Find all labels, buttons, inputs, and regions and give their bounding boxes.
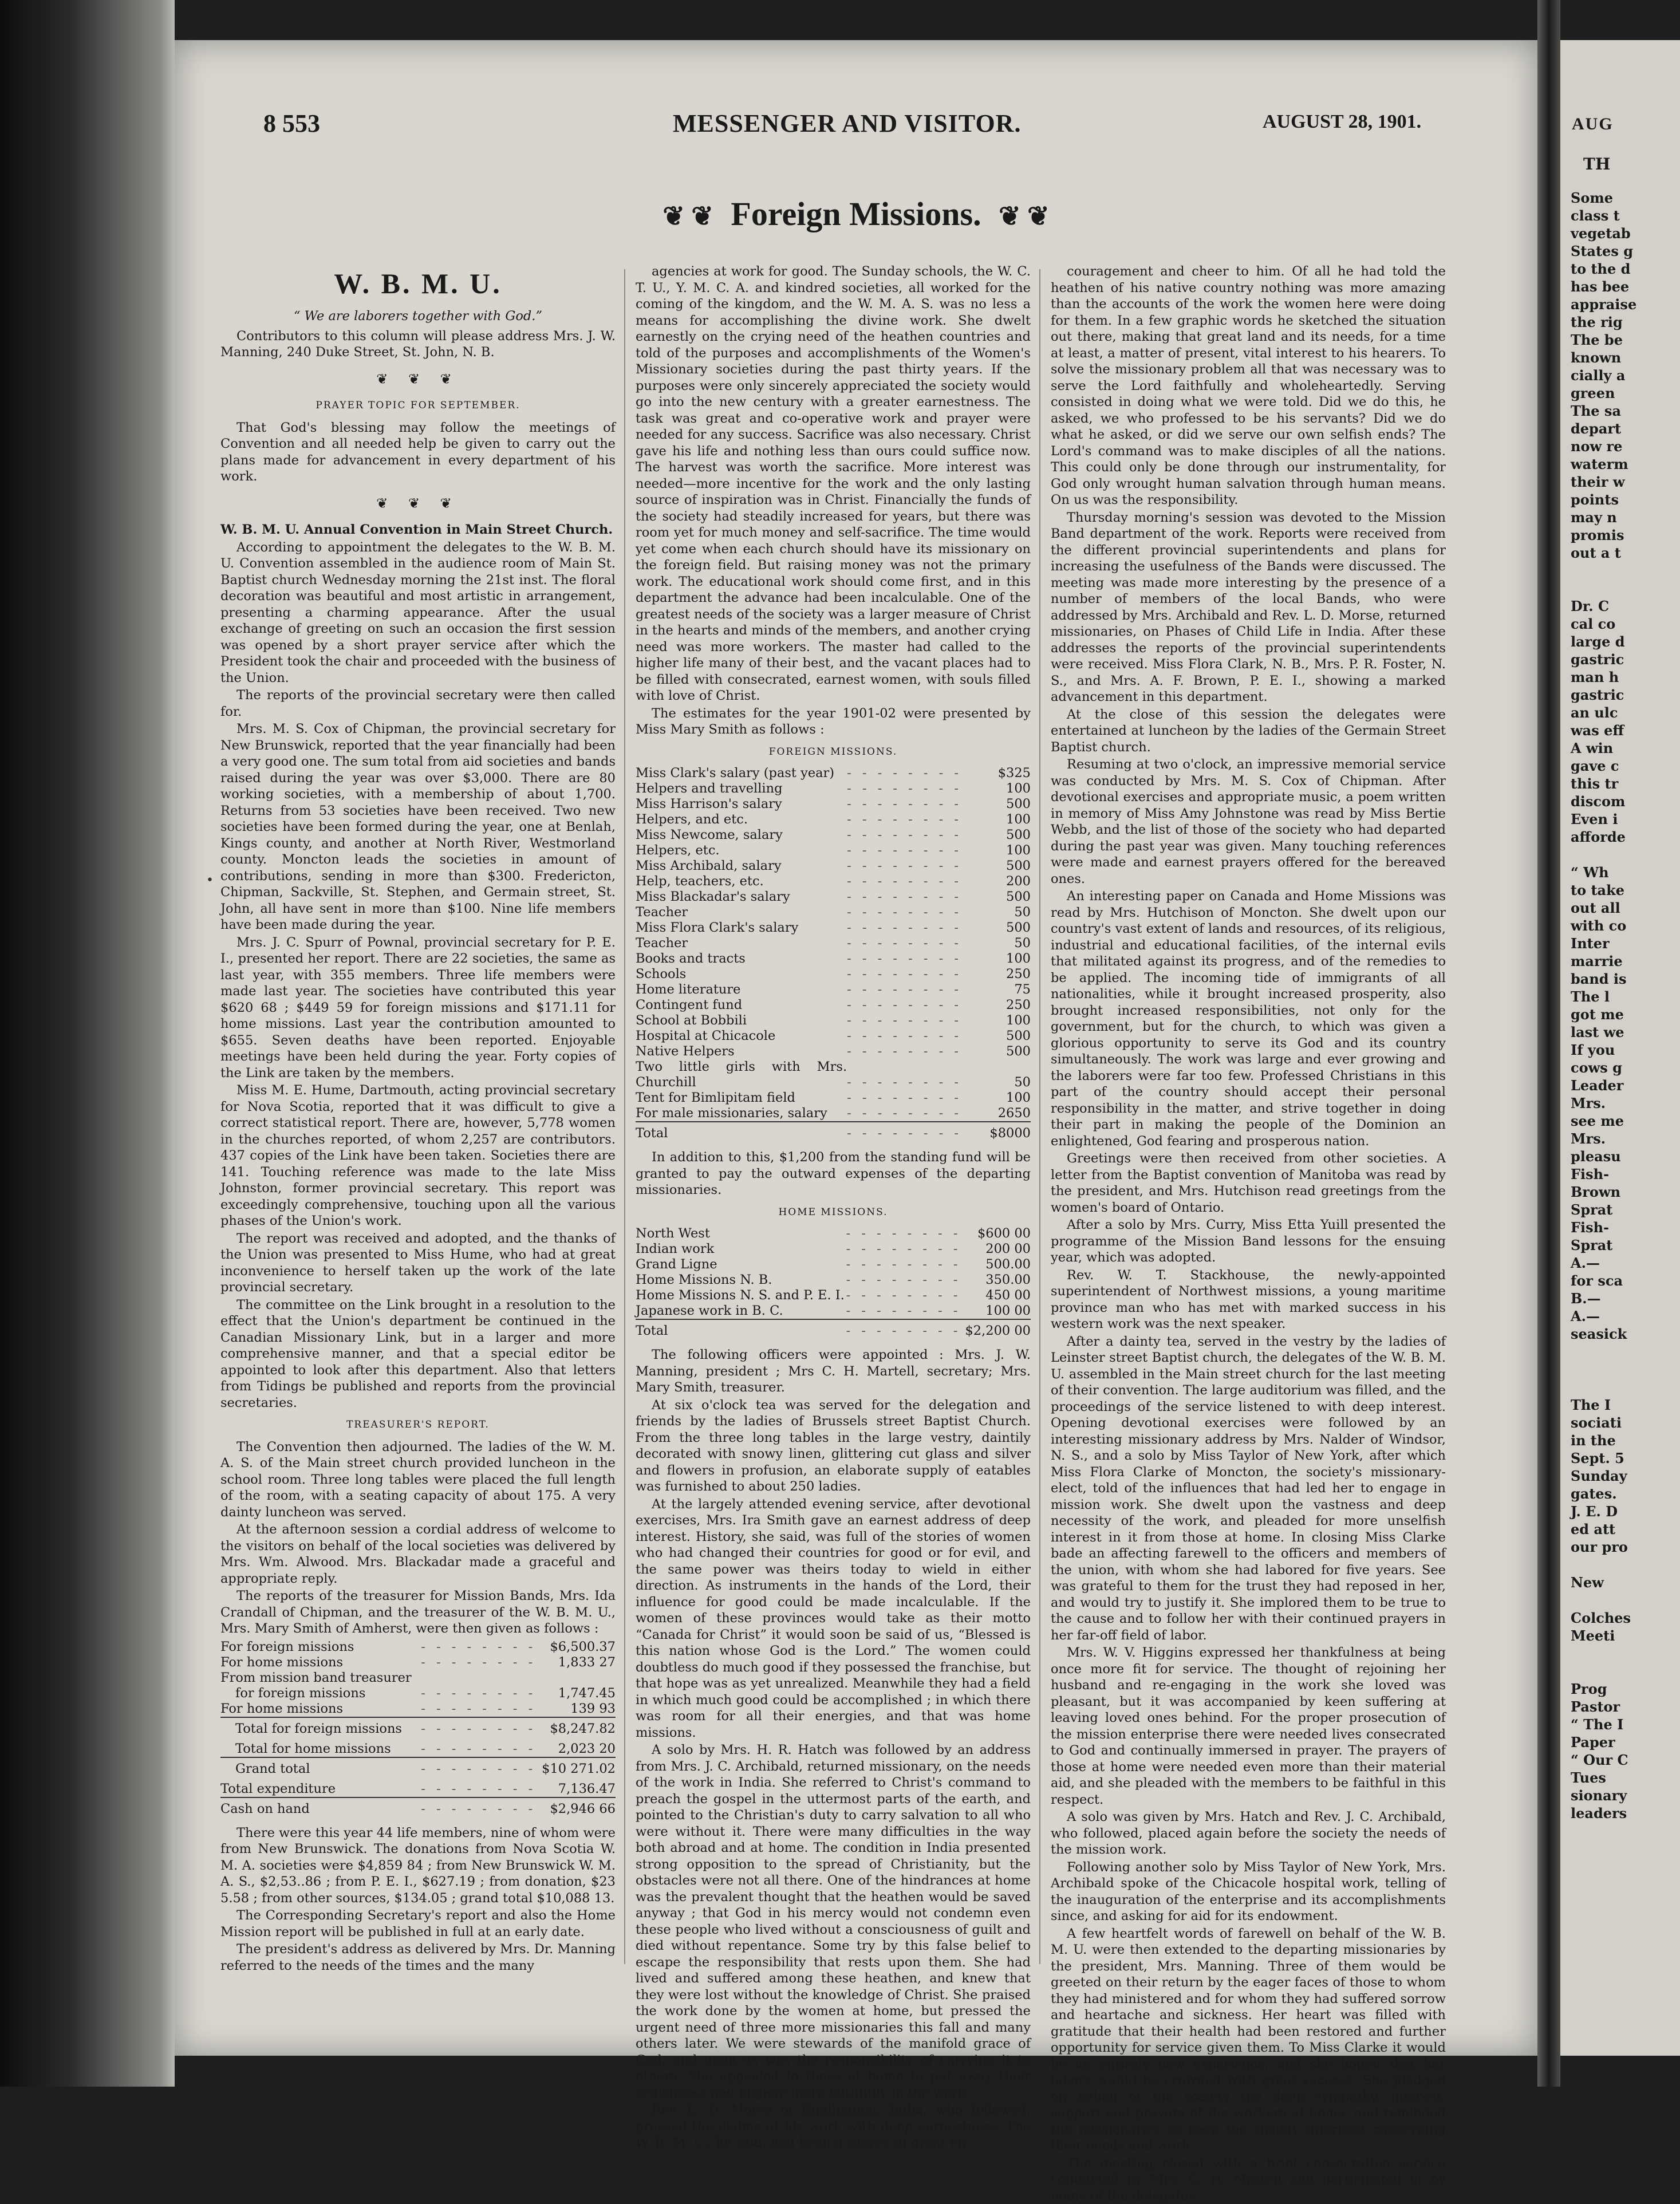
ledger-leader-dots: - - - - - - - - xyxy=(847,1122,962,1146)
home-missions-estimates-heading: HOME MISSIONS. xyxy=(636,1204,1031,1221)
foreign-missions-ledger xyxy=(636,766,1031,1146)
ledger-label: Home literature xyxy=(636,982,847,997)
ledger-leader-dots: - - - - - - - - xyxy=(847,1013,962,1028)
ledger-label: Miss Harrison's salary xyxy=(636,797,847,812)
ledger-row xyxy=(220,1781,616,1797)
report-paragraph: The Convention then adjourned. The ladies of the W. M. A. S. of the Main street church provided luncheon in the school room. Three long tables were placed the full length of the room, with a seating capacity of about 175. A very dainty luncheon was served. xyxy=(220,1439,616,1521)
ledger-leader-dots: - - - - - - - - xyxy=(421,1717,542,1741)
ledger-leader-dots: - - - - - - - - xyxy=(847,951,962,967)
ledger-row xyxy=(636,1241,1031,1257)
wbmu-heading: W. B. M. U. xyxy=(220,263,616,303)
ledger-amount: 450 00 xyxy=(962,1288,1031,1303)
adjacent-page-header: AUG xyxy=(1572,115,1614,134)
column-rule xyxy=(1039,269,1040,1964)
ledger-label: Hospital at Chicacole xyxy=(636,1028,847,1044)
ledger-row xyxy=(636,1028,1031,1044)
report-paragraph: Miss M. E. Hume, Dartmouth, acting provincial secretary for Nova Scotia, reported that it was difficult to give a correct statistical report. There are, however, 5,778 women in the churches reported, of whom 2,257 are contributors. 437 copies of the Link have been taken. Societies there are 141. Touching reference was made to the late Miss Johnston, former provincial secretary. This report was exceedingly comprehensive, touching upon all the various phases of the Union's work. xyxy=(220,1082,616,1229)
report-paragraph: According to appointment the delegates to the W. B. M. U. Convention assembled in the audience room of Main St. Baptist church Wednesday morning the 21st inst. The floral decoration was beautiful and most artistic in arrangement, presenting a charming appearance. After the usual exchange of greeting on such an occasion the first session was opened by a short prayer service after which the President took the chair and proceeded with the business of the Union. xyxy=(220,539,616,687)
newspaper-page xyxy=(175,40,1537,2056)
ledger-row xyxy=(636,1303,1031,1319)
ledger-leader-dots: - - - - - - - - xyxy=(421,1781,542,1797)
ledger-leader-dots: - - - - - - - - xyxy=(846,1272,962,1288)
report-paragraph: The report was received and adopted, and the thanks of the Union was presented to Miss Hume, who had at great inconvenience to herself taken up the work of the late provincial secretary. xyxy=(220,1231,616,1296)
ledger-label: Total for home missions xyxy=(220,1741,421,1757)
report-paragraph: Resuming at two o'clock, an impressive memorial service was conducted by Mrs. M. S. Cox of Chipman. After devotional exercises and appropriate music, a poem written in memory of Miss Amy Johnstone was read by Miss Bertie Webb, and the list of those of the society who had departed during the past year was given. Many touching references were made and earnest prayers offered for the bereaved ones. xyxy=(1051,756,1446,887)
ledger-amount: 350.00 xyxy=(962,1272,1031,1288)
page-header xyxy=(175,109,1537,149)
ledger-leader-dots: - - - - - - - - xyxy=(421,1701,542,1717)
report-paragraph: A few heartfelt words of farewell on behalf of the W. B. M. U. were then extended to the departing missionaries by the president, Mrs. Manning. Three of them would be greeted on their return by the eager faces of those to whom they had ministered and for whom they had suffered sorrow and heartache and sickness. Her heart was filled with gratitude that their health had been restored and further opportunity for service given them. To Miss Clarke it would be an entirely new experience, and she hoped that her labors would be crowned with great success. She pledged on behalf of the society the deep sympathy, interest, support and prayers of the workers at home, and reminded the missionaries to keep the society informed concerning their needs and work. xyxy=(1051,1926,1446,2154)
ledger-amount xyxy=(542,1670,616,1686)
ledger-leader-dots: - - - - - - - - xyxy=(421,1655,542,1670)
ledger-row xyxy=(220,1701,616,1717)
ledger-label: Total expenditure xyxy=(220,1781,421,1797)
ledger-leader-dots: - - - - - - - - xyxy=(846,1226,962,1241)
ledger-amount: 100 xyxy=(962,812,1031,827)
ledger-amount: 50 xyxy=(962,905,1031,920)
ledger-amount: $10 271.02 xyxy=(542,1757,616,1781)
masthead: MESSENGER AND VISITOR. xyxy=(673,109,1021,138)
ledger-row xyxy=(636,1319,1031,1343)
president-address xyxy=(636,263,1031,738)
ledger-leader-dots: - - - - - - - - xyxy=(847,982,962,997)
ledger-leader-dots: - - - - - - - - xyxy=(847,874,962,889)
ledger-amount: $2,946 66 xyxy=(542,1797,616,1821)
ledger-leader-dots: - - - - - - - - xyxy=(847,889,962,905)
ledger-label: Books and tracts xyxy=(636,951,847,967)
report-paragraph: At the afternoon session a cordial address of welcome to the visitors on behalf of the local societies was delivered by Mrs. Wm. Alwood. Mrs. Blackadar made a graceful and appropriate reply. xyxy=(220,1521,616,1587)
report-paragraph: The committee on the Link brought in a resolution to the effect that the Union's department be continued in the Canadian Missionary Link, but in a larger and more comprehensive manner, and that a special editor be appointed to look after this department. Also that letters from Tidings be published and reports from the provincial secretaries. xyxy=(220,1297,616,1411)
ledger-label: For foreign missions xyxy=(220,1639,421,1655)
ledger-amount: 100 00 xyxy=(962,1303,1031,1319)
ledger-amount: 100 xyxy=(962,1013,1031,1028)
report-paragraph: After a dainty tea, served in the vestry by the ladies of Leinster street Baptist church, the delegates of the W. B. M. U. assembled in the Main street church for the last meeting of their convention. The large auditorium was filled, and the proceedings of the service listened to with deep interest. Opening devotional exercises were followed by an interesting missionary address by Mrs. Nalder of Windsor, N. S., and a solo by Miss Taylor of New York, after which Miss Flora Clarke of Moncton, the society's missionary-elect, told of the influences that had led her to engage in mission work. She dwelt upon the vastness and deep necessity of the work, and pleaded for more unselfish interest in it from those at home. In closing Miss Clarke bade an affecting farewell to the officers and members of the union, with whom she had labored for five years. See was grateful to them for the trust they had reposed in her, and would try to justify it. She implored them to be true to the cause and to follow her with their continued prayers in her far-off field of labor. xyxy=(1051,1334,1446,1644)
ledger-leader-dots: - - - - - - - - xyxy=(847,827,962,843)
ledger-amount: 100 xyxy=(962,951,1031,967)
ledger-amount: 500.00 xyxy=(962,1257,1031,1272)
ledger-label: Schools xyxy=(636,967,847,982)
ledger-amount: 50 xyxy=(962,936,1031,951)
ledger-row xyxy=(636,967,1031,982)
ledger-leader-dots: - - - - - - - - xyxy=(847,1028,962,1044)
report-paragraph: The estimates for the year 1901-02 were presented by Miss Mary Smith as follows : xyxy=(636,705,1031,738)
report-paragraph: There were this year 44 life members, nine of whom were from New Brunswick. The donations from Nova Scotia W. M. A. societies were $4,859 84 ; from New Brunswick W. M. A. S., $2,53..86 ; from P. E. I., $627.19 ; from donation, $23 5.58 ; from other sources, $134.05 ; grand total $10,088 13. xyxy=(220,1825,616,1907)
adjacent-page-title: TH xyxy=(1583,155,1610,174)
standing-fund-note: In addition to this, $1,200 from the standing fund will be granted to pay the outward expenses of the departing missionaries. xyxy=(636,1149,1031,1198)
ledger-leader-dots: - - - - - - - - xyxy=(847,936,962,951)
ledger-amount: 1,833 27 xyxy=(542,1655,616,1670)
prayer-topic-text: That God's blessing may follow the meetings of Convention and all needed help be given to carry out the plans made for advancement in every department of his work. xyxy=(220,420,616,485)
ledger-row xyxy=(636,812,1031,827)
treasurer-report-heading: TREASURER'S REPORT. xyxy=(220,1417,616,1433)
report-paragraph: At six o'clock tea was served for the delegation and friends by the ladies of Brussels street Baptist Church. From the three long tables in the large vestry, daintily decorated with snowy linen, glittering cut glass and silver and flowers in profusion, an elaborate supply of eatables was furnished to about 250 ladies. xyxy=(636,1397,1031,1495)
report-paragraph: At the largely attended evening service, after devotional exercises, Mrs. Ira Smith gave an earnest address of deep interest. History, she said, was full of the stories of women who had changed their countries for good or for evil, and the same power was theirs today to wield in either direction. As instruments in the hands of the Lord, their influence for good could be made incalculable. If the women of these provinces would take as their motto “Canada for Christ” it would soon be said of us, “Blessed is this nation whose God is the Lord.” The women could doubtless do much good if they possessed the franchise, but that hope was as yet unrealized. Meanwhile they had a field in which much good could be accomplished ; in which there was room for all their energies, and that was home missions. xyxy=(636,1496,1031,1741)
ledger-row xyxy=(636,905,1031,920)
ledger-amount: $6,500.37 xyxy=(542,1639,616,1655)
ledger-label: Grand Ligne xyxy=(636,1257,846,1272)
ledger-leader-dots: - - - - - - - - xyxy=(847,843,962,858)
ledger-row xyxy=(636,858,1031,874)
thursday-session-report xyxy=(1051,263,1446,2204)
ledger-row xyxy=(636,1059,1031,1090)
ledger-amount: 500 xyxy=(962,1028,1031,1044)
ledger-amount: 250 xyxy=(962,997,1031,1013)
section-title-text: Foreign Missions. xyxy=(731,195,981,232)
ledger-row xyxy=(636,874,1031,889)
ledger-amount: $2,200 00 xyxy=(962,1319,1031,1343)
ledger-leader-dots: - - - - - - - - xyxy=(847,812,962,827)
ledger-row xyxy=(636,1257,1031,1272)
ledger-amount: 200 00 xyxy=(962,1241,1031,1257)
ledger-row xyxy=(636,997,1031,1013)
report-paragraph: At the close of this session the delegates were entertained at luncheon by the ladies of the Germain Street Baptist church. xyxy=(1051,707,1446,756)
ledger-leader-dots: - - - - - - - - xyxy=(421,1741,542,1757)
report-paragraph: agencies at work for good. The Sunday schools, the W. C. T. U., Y. M. C. A. and kindred societies, all worked for the coming of the kingdom, and the W. M. A. S. was no less a means for accomplishing the divine work. She dwelt earnestly on the crying need of the heathen countries and told of the purposes and accomplishments of the Women's Missionary societies during the past thirty years. If the purposes were only sincerely appreciated the society would go into the new century with a greater earnestness. The task was great and co-operative work and prayer were needed for any success. Sacrifice was also necessary. Christ gave his life and nothing less than ours could suffice now. The harvest was worth the sacrifice. More interest was needed—more incentive for the work and the only lasting source of inspiration was in Christ. Financially the funds of the society had steadily increased for years, but there was room yet for much money and self-sacrifice. The time would yet come when each church should have its missionary on the foreign field. But raising money was not the primary work. The educational work should come first, and in this department the advance had been incalculable. One of the greatest needs of the society was a larger measure of Christ in the hearts and minds of the members, and another crying need was more workers. The master had called to the higher life many of their best, and the vacant places had to be filled with consecrated, earnest women, with souls filled with love of Christ. xyxy=(636,263,1031,704)
ledger-leader-dots: - - - - - - - - xyxy=(421,1757,542,1781)
ledger-row xyxy=(636,1226,1031,1241)
stars-ornament-icon: ❦ ❦ ❦ xyxy=(220,495,616,512)
ledger-amount: $600 00 xyxy=(962,1226,1031,1241)
report-paragraph: A solo was given by Mrs. Hatch and Rev. J. C. Archibald, who followed, placed again before the society the needs of the mission work. xyxy=(1051,1809,1446,1858)
ledger-leader-dots: - - - - - - - - xyxy=(847,920,962,936)
ledger-amount: 500 xyxy=(962,858,1031,874)
closing-report xyxy=(220,1825,616,1974)
ledger-leader-dots: - - - - - - - - xyxy=(846,1288,962,1303)
ledger-amount: 139 93 xyxy=(542,1701,616,1717)
treasurer-ledger xyxy=(220,1639,616,1821)
ledger-row xyxy=(636,1090,1031,1106)
report-paragraph: Following another solo by Miss Taylor of New York, Mrs. Archibald spoke of the Chicacole hospital work, telling of the inauguration of the enterprise and its accomplishments since, and asking for aid for its endowment. xyxy=(1051,1859,1446,1925)
column-rule xyxy=(624,269,625,1964)
ledger-label: Contingent fund xyxy=(636,997,847,1013)
ledger-amount: $325 xyxy=(962,766,1031,781)
ledger-amount: 250 xyxy=(962,967,1031,982)
ledger-row xyxy=(220,1741,616,1757)
convention-heading: W. B. M. U. Annual Convention in Main Street Church. xyxy=(220,522,616,538)
ledger-row xyxy=(636,982,1031,997)
ledger-row xyxy=(220,1686,616,1701)
ledger-label: Miss Archibald, salary xyxy=(636,858,847,874)
ledger-leader-dots: - - - - - - - - xyxy=(846,1319,962,1343)
ledger-amount: 100 xyxy=(962,781,1031,797)
ledger-label: For home missions xyxy=(220,1655,421,1670)
evening-service-report xyxy=(636,1347,1031,2151)
leaf-ornament-icon: ❦ ❦ xyxy=(662,202,713,231)
ledger-leader-dots: - - - - - - - - xyxy=(847,1090,962,1106)
ledger-row xyxy=(220,1717,616,1741)
ledger-leader-dots: - - - - - - - - xyxy=(847,858,962,874)
ledger-label: Teacher xyxy=(636,936,847,951)
ledger-label: Two little girls with Mrs. Churchill xyxy=(636,1059,847,1090)
ledger-row xyxy=(636,1122,1031,1146)
binding-gutter xyxy=(1537,0,1560,2087)
stars-ornament-icon: ❦ ❦ ❦ xyxy=(220,371,616,388)
ledger-row xyxy=(636,1272,1031,1288)
report-paragraph: The reports of the treasurer for Mission Bands, Mrs. Ida Crandall of Chipman, and the treasurer of the W. B. M. U., Mrs. Mary Smith of Amherst, were then given as follows : xyxy=(220,1588,616,1637)
ledger-label: Indian work xyxy=(636,1241,846,1257)
column-3 xyxy=(1051,263,1446,1987)
ledger-amount: 200 xyxy=(962,874,1031,889)
report-paragraph: The reports of the provincial secretary were then called for. xyxy=(220,687,616,720)
page-number: 8 553 xyxy=(263,109,320,138)
ledger-leader-dots: - - - - - - - - xyxy=(847,1106,962,1122)
ledger-amount: 500 xyxy=(962,920,1031,936)
adjacent-page-fragment xyxy=(1560,40,1680,2056)
ledger-label: Cash on hand xyxy=(220,1797,421,1821)
ledger-row xyxy=(636,797,1031,812)
report-paragraph: couragement and cheer to him. Of all he had told the heathen of his native country nothing was more amazing than the accounts of the work the women here were doing for them. In a few graphic words he sketched the situation out there, making that great land and its needs, for a time at least, a matter of present, vital interest to his hearers. To solve the missionary problem all that was necessary was to serve the Lord faithfully and wholeheartedly. Serving consisted in doing what we were told. Did we do this, he asked, we who professed to be his servants? Did we do what he asked, or did we serve our own selfish ends? The Lord's command was to make disciples of all the nations. This could only be done through our instrumentality, for God only wrought human salvation through human means. On us was the responsibility. xyxy=(1051,263,1446,508)
ledger-amount: 100 xyxy=(962,843,1031,858)
report-paragraph: Mrs. W. V. Higgins expressed her thankfulness at being once more fit for service. The thought of rejoining her husband and re-engaging in the work she loved was pleasant, but it was accompanied by keen suffering at leaving loved ones behind. For the proper prosecution of the mission enterprise there were needed lives consecrated to God and continually immersed in prayer. The prayers of those at home were needed even more than their material aid, and she pleaded with the members to be faithful in this respect. xyxy=(1051,1645,1446,1808)
foreign-missions-estimates-heading: FOREIGN MISSIONS. xyxy=(636,744,1031,760)
ledger-label: Helpers and travelling xyxy=(636,781,847,797)
ledger-row xyxy=(636,936,1031,951)
ledger-label: Japanese work in B. C. xyxy=(636,1303,846,1319)
ledger-leader-dots: - - - - - - - - xyxy=(846,1241,962,1257)
leaf-ornament-icon: ❦ ❦ xyxy=(999,202,1050,231)
ledger-leader-dots: - - - - - - - - xyxy=(847,967,962,982)
ledger-label: Miss Clark's salary (past year) xyxy=(636,766,847,781)
ledger-label: Miss Newcome, salary xyxy=(636,827,847,843)
ledger-amount: 500 xyxy=(962,797,1031,812)
ledger-label: for foreign missions xyxy=(220,1686,421,1701)
ledger-row xyxy=(220,1797,616,1821)
ledger-row xyxy=(636,781,1031,797)
ledger-label: For male missionaries, salary xyxy=(636,1106,847,1122)
ledger-label: Helpers, etc. xyxy=(636,843,847,858)
ledger-amount: 500 xyxy=(962,827,1031,843)
ledger-label: Total xyxy=(636,1122,847,1146)
ledger-amount: 2,023 20 xyxy=(542,1741,616,1757)
ledger-label: Total xyxy=(636,1319,846,1343)
report-paragraph: The Corresponding Secretary's report and also the Home Mission report will be published in full at an early date. xyxy=(220,1907,616,1940)
column-1 xyxy=(220,263,616,1987)
report-paragraph: The meeting closed with a brief consecration service conducted by Mrs. C. H. Martell and participated in by many of the delegates. xyxy=(1051,2155,1446,2204)
ledger-label: Grand total xyxy=(220,1757,421,1781)
ledger-amount: 1,747.45 xyxy=(542,1686,616,1701)
ledger-label: Total for foreign missions xyxy=(220,1717,421,1741)
report-paragraph: An interesting paper on Canada and Home Missions was read by Mrs. Hutchison of Moncton. She dwelt upon our country's vast extent of lands and resources, of its religious, industrial and educational facilities, of the internal evils that militated against its progress, and of the remedies to be applied. The incoming tide of immigrants of all nationalities, while it brought increased prosperity, also brought increased responsibilities, not only for the government, but for the church, to which was given a glorious opportunity to serve its God and its country simultaneously. The work was large and ever growing and the laborers were far too few. Professed Christians in this part of the country should accept their personal responsibility in the matter, and strive together in doing their part in making the people of the Dominion an enlightened, God fearing and prosperous nation. xyxy=(1051,888,1446,1149)
ledger-row xyxy=(636,827,1031,843)
ledger-leader-dots: - - - - - - - - xyxy=(846,1303,962,1319)
report-paragraph: The president's address as delivered by Mrs. Dr. Manning referred to the needs of the times and the many xyxy=(220,1941,616,1974)
ledger-leader-dots: - - - - - - - - xyxy=(846,1257,962,1272)
ledger-leader-dots: - - - - - - - - xyxy=(847,1059,962,1090)
ledger-leader-dots: - - - - - - - - xyxy=(847,997,962,1013)
ledger-row xyxy=(636,1288,1031,1303)
ledger-amount: 7,136.47 xyxy=(542,1781,616,1797)
report-paragraph: Rev. L. D. Morse of Bimlipatam, India, who followed, pressed the claims of his work with deep earnestness. The W. B. M. U., he said, had been a source of great en- xyxy=(636,2102,1031,2151)
ledger-row xyxy=(636,1106,1031,1122)
ledger-label: Home Missions N. B. xyxy=(636,1272,846,1288)
ledger-amount: 500 xyxy=(962,889,1031,905)
ledger-row xyxy=(636,1013,1031,1028)
scan-edge-left xyxy=(0,0,175,2087)
report-paragraph: The following officers were appointed : Mrs. J. W. Manning, president ; Mrs C. H. Martell, secretary; Mrs. Mary Smith, treasurer. xyxy=(636,1347,1031,1396)
ledger-label: For home missions xyxy=(220,1701,421,1717)
ledger-row xyxy=(220,1670,616,1686)
report-paragraph: A solo by Mrs. H. R. Hatch was followed by an address from Mrs. J. C. Archibald, returned missionary, on the needs of the work in India. She referred to Christ's command to preach the gospel in the uttermost parts of the earth, and pointed to the Christian's duty to carry salvation to all who were without it. There were many difficulties in the way both abroad and at home. The condition in India presented strong opposition to the spread of Christianity, but the obstacles were not all there. One of the hindrances at home was the prevalent thought that the heathen would be saved anyway ; that God in his mercy would not condemn even these people who lived without a consciousness of guilt and died without repentance. Some try by this false belief to escape the responsibility that rests upon them. She had lived and suffered among these heathen, and knew that they were lost without the knowledge of Christ. She praised the work done by the women at home, but pressed the urgent need of three more missionaries this fall and many others later. We were stewards of the manifold grace of God, and upon us was the responsibility of carrying it to others. She appealed to those at home to put away their selfishness and engage more faithfully in the work. xyxy=(636,1742,1031,2101)
ledger-amount: 2650 xyxy=(962,1106,1031,1122)
report-paragraph: Mrs. M. S. Cox of Chipman, the provincial secretary for New Brunswick, reported that the year financially had been a very good one. The sum total from aid societies and bands raised during the year was over $3,000. There are 80 working societies, with a membership of about 1,700. Returns from 53 societies have been received. Two new societies have been formed during the year, one at Benlah, Kings county, and another at North River, Westmorland county. Moncton leads the societies in amount of contributions, sending in more than $300. Fredericton, Chipman, Sackville, St. Stephen, and Germain street, St. John, all have sent in more than $100. Nine life members have been made during the year. xyxy=(220,721,616,933)
ledger-leader-dots: - - - - - - - - xyxy=(847,905,962,920)
ledger-amount: 75 xyxy=(962,982,1031,997)
convention-report xyxy=(220,539,616,1411)
report-paragraph: Thursday morning's session was devoted to the Mission Band department of the work. Reports were received from the different provincial superintendents and plans for increasing the usefulness of the Bands were discussed. The meeting was made more interesting by the presence of a number of members of the local Bands, who were addressed by Mrs. Archibald and Rev. L. D. Morse, returned missionaries, on Phases of Child Life in India. After these addresses the reports of the provincial superintendents were received. Miss Flora Clark, N. B., Mrs. P. R. Foster, N. S., and Mrs. A. F. Brown, P. E. I., showing a marked advancement in this department. xyxy=(1051,510,1446,705)
treasurer-report-text xyxy=(220,1439,616,1637)
ledger-row xyxy=(636,843,1031,858)
margin-mark: • xyxy=(206,873,214,888)
ledger-leader-dots: - - - - - - - - xyxy=(847,1044,962,1059)
report-paragraph: Rev. W. T. Stackhouse, the newly-appointed superintendent of Northwest missions, a young maritime province man who has met with marked success in his western work was the next speaker. xyxy=(1051,1267,1446,1332)
ledger-label: Native Helpers xyxy=(636,1044,847,1059)
ledger-row xyxy=(636,920,1031,936)
ledger-leader-dots: - - - - - - - - xyxy=(847,797,962,812)
ledger-label: School at Bobbili xyxy=(636,1013,847,1028)
report-paragraph: Greetings were then received from other societies. A letter from the Baptist convention of Manitoba was read by the president, and Mrs. Hutchison read greetings from the women's board of Ontario. xyxy=(1051,1150,1446,1216)
ledger-leader-dots: - - - - - - - - xyxy=(421,1639,542,1655)
report-paragraph: After a solo by Mrs. Curry, Miss Etta Yuill presented the programme of the Mission Band lessons for the ensuing year, which was adopted. xyxy=(1051,1217,1446,1266)
section-title xyxy=(175,195,1537,233)
ledger-row xyxy=(636,889,1031,905)
ledger-row xyxy=(636,951,1031,967)
ledger-leader-dots: - - - - - - - - xyxy=(847,766,962,781)
ledger-row xyxy=(220,1639,616,1655)
home-missions-ledger xyxy=(636,1226,1031,1343)
contributors-note: Contributors to this column will please address Mrs. J. W. Manning, 240 Duke Street, St. John, N. B. xyxy=(220,328,616,361)
ledger-label: Home Missions N. S. and P. E. I. xyxy=(636,1288,846,1303)
ledger-leader-dots: - - - - - - - - xyxy=(421,1686,542,1701)
ledger-label: From mission band treasurer xyxy=(220,1670,421,1686)
ledger-leader-dots xyxy=(421,1670,542,1686)
ledger-amount: $8,247.82 xyxy=(542,1717,616,1741)
ledger-label: Tent for Bimlipitam field xyxy=(636,1090,847,1106)
issue-date: AUGUST 28, 1901. xyxy=(1263,111,1421,133)
ledger-label: Miss Flora Clark's salary xyxy=(636,920,847,936)
ledger-label: Teacher xyxy=(636,905,847,920)
ledger-row xyxy=(220,1655,616,1670)
prayer-topic-heading: PRAYER TOPIC FOR SEPTEMBER. xyxy=(220,397,616,414)
ledger-label: Helpers, and etc. xyxy=(636,812,847,827)
ledger-label: North West xyxy=(636,1226,846,1241)
ledger-label: Miss Blackadar's salary xyxy=(636,889,847,905)
report-paragraph: Mrs. J. C. Spurr of Pownal, provincial secretary for P. E. I., presented her report. There are 22 societies, the same as last year, with 355 members. Three life members were made last year. The societies have contributed this year $620 68 ; $449 59 for foreign missions and $171.11 for home missions. Last year the contribution amounted to $655. Seven deaths have been reported. Enjoyable meetings have been held during the year. Forty copies of the Link are taken by the members. xyxy=(220,935,616,1082)
ledger-amount: 500 xyxy=(962,1044,1031,1059)
column-2 xyxy=(636,263,1031,1987)
ledger-leader-dots: - - - - - - - - xyxy=(421,1797,542,1821)
ledger-leader-dots: - - - - - - - - xyxy=(847,781,962,797)
ledger-row xyxy=(636,1044,1031,1059)
ledger-amount: 50 xyxy=(962,1059,1031,1090)
adjacent-page-text: Some class t vegetab States g to the d has bee appraise the rig The be known cially a green The sa depart now re waterm their w points may n promis out a t Dr. C cal co large d gastric man h gastric an ulc was eff A win gave c this tr discom Even i afforde “ Wh to take out all with co Inter marrie band is The l got me last we If you cows g Leader Mrs. see me Mrs. pleasu Fish- Brown Sprat Fish- Sprat A.— for sca B.— A.— seasick The I sociati in the Sept. 5 Sunday gates. J. E. D ed att our pro New Colches Meeti Prog Pastor “ The I Paper “ Our C Tues sionary leaders xyxy=(1571,189,1679,1822)
wbmu-motto: “ We are laborers together with God.” xyxy=(220,308,616,325)
ledger-row xyxy=(636,766,1031,781)
ledger-amount: $8000 xyxy=(962,1122,1031,1146)
ledger-amount: 100 xyxy=(962,1090,1031,1106)
ledger-label: Help, teachers, etc. xyxy=(636,874,847,889)
ledger-row xyxy=(220,1757,616,1781)
